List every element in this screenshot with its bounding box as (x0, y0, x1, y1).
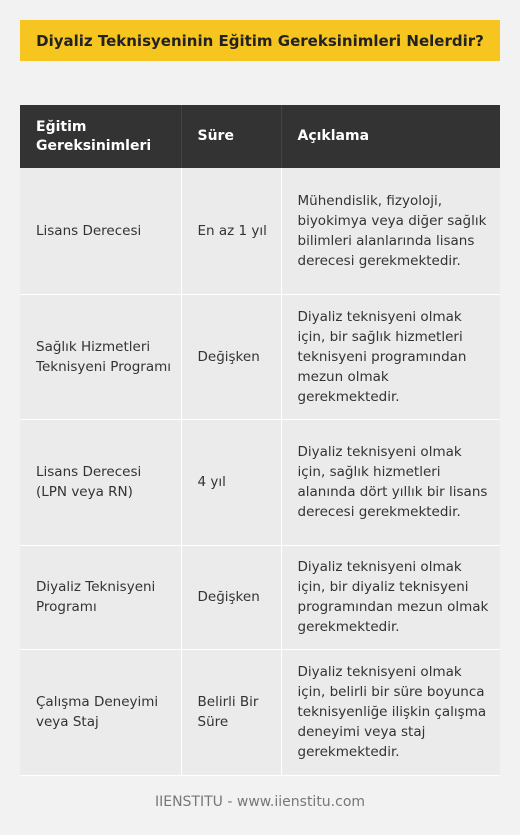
footer-credit: IIENSTITU - www.iienstitu.com (154, 794, 366, 810)
column-header-duration: Süre (181, 105, 281, 168)
duration-cell: 4 yıl (181, 419, 281, 545)
requirement-cell: Diyaliz Teknisyeni Programı (20, 545, 181, 649)
column-header-requirement: Eğitim Gereksinimleri (20, 105, 181, 168)
duration-cell: Değişken (181, 294, 281, 419)
duration-cell: Değişken (181, 545, 281, 649)
table-row (20, 649, 500, 775)
page-title: Diyaliz Teknisyeninin Eğitim Gereksinimleri Nelerdir? (36, 31, 484, 50)
description-cell: Diyaliz teknisyeni olmak için, belirli bir süre boyunca teknisyenliğe ilişkin çalışma deneyimi veya staj gerekmektedir. (281, 649, 500, 775)
column-header-description: Açıklama (281, 105, 500, 168)
requirements-table (20, 105, 500, 776)
table-row (20, 294, 500, 419)
table-header-row (20, 105, 500, 168)
table-row (20, 168, 500, 294)
description-cell: Mühendislik, fizyoloji, biyokimya veya diğer sağlık bilimleri alanlarında lisans derecesi gerekmektedir. (281, 168, 500, 294)
duration-cell: En az 1 yıl (181, 168, 281, 294)
table-row (20, 545, 500, 649)
duration-cell: Belirli Bir Süre (181, 649, 281, 775)
requirement-cell: Çalışma Deneyimi veya Staj (20, 649, 181, 775)
requirement-cell: Sağlık Hizmetleri Teknisyeni Programı (20, 294, 181, 419)
title-banner (20, 20, 500, 61)
requirement-cell: Lisans Derecesi (20, 168, 181, 294)
description-cell: Diyaliz teknisyeni olmak için, bir diyaliz teknisyeni programından mezun olmak gerekmektedir. (281, 545, 500, 649)
description-cell: Diyaliz teknisyeni olmak için, sağlık hizmetleri alanında dört yıllık bir lisans derecesi gerekmektedir. (281, 419, 500, 545)
table-row (20, 419, 500, 545)
description-cell: Diyaliz teknisyeni olmak için, bir sağlık hizmetleri teknisyeni programından mezun olmak gerekmektedir. (281, 294, 500, 419)
requirement-cell: Lisans Derecesi (LPN veya RN) (20, 419, 181, 545)
